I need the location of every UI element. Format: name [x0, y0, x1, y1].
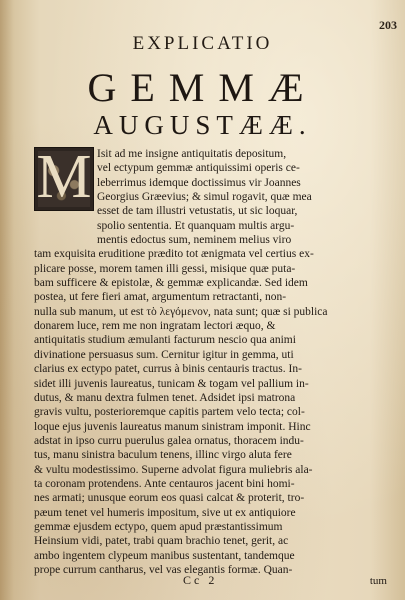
text-line: pæum tenet vel humeris impositum, sive ut ex antiquiore [34, 506, 296, 519]
body-text [34, 147, 389, 577]
text-line: Georgius Græevius; & simul rogavit, quæ mea [97, 191, 312, 204]
text-line: sidet illi juvenis laureatus, tunicam & togam vel pallium in- [34, 377, 309, 390]
text-line: postea, ut fere fieri amat, argumentum retractanti, non- [34, 291, 287, 304]
text-line: Heinsium vidi, patet, trabi quam brachio tenet, gerit, ac [34, 535, 289, 548]
drop-cap-letter: M [36, 143, 92, 211]
text-line: clarius ex ectypo patet, currus à binis centauris tractus. In- [34, 363, 302, 376]
text-line: nulla sub manum, ut est τὸ λεγόμενον, nata sunt; quæ si publica [34, 305, 328, 318]
text-line: donarem luce, rem me non ingratam lectori æquo, & [34, 320, 276, 333]
page-footer [0, 573, 405, 595]
text-line: ambo ingentem clypeum manibus sustentant, tandemque [34, 549, 295, 562]
text-line: gemmæ ejusdem ectypo, quem apud præstantissimum [34, 520, 283, 533]
page-number: 203 [379, 18, 397, 32]
running-title: EXPLICATIO [132, 33, 273, 54]
title-line-1: GEMMÆ [87, 65, 318, 110]
text-line: adstat in ipso curru puerulus galea ornatus, thoracem indu- [34, 434, 304, 447]
text-line: esset de tam illustri vetustatis, ut sic loquar, [97, 205, 298, 218]
text-line: dutus, & manu dextra fulmen tenet. Adsidet ipsi matrona [34, 391, 296, 404]
signature-mark: Cc 2 [183, 573, 218, 587]
text-line: bam sufficere & epistolæ, & gemmæ explicandæ. Sed idem [34, 277, 308, 290]
title-line-2: AUGUSTÆÆ. [93, 110, 312, 140]
text-line: plicare posse, morem tamen illi gessi, misique quæ puta- [34, 262, 296, 275]
text-line: antiquitatis studium æmulanti facturum nescio qua animi [34, 334, 296, 347]
text-line: gravis vultu, posterioremque capitis partem velo tecta; col- [34, 406, 305, 419]
text-line: nes armati; unusque eorum eos quasi calcat & proterit, tro- [34, 492, 305, 505]
text-line: spolio sententia. Et quanquam multis argu- [97, 219, 295, 232]
text-line: vel ectypum gemmæ antiquissimi operis ce- [97, 162, 300, 175]
text-line: & vultu modestissimo. Superne advolat figura muliebris ala- [34, 463, 313, 476]
text-line: ta coronam protendens. Ante centauros jacent bini homi- [34, 477, 295, 490]
text-line: loque ejus juvenis laureatus manum sinistram imponit. Hinc [34, 420, 311, 433]
text-line: divinatione persuasus sum. Cernitur igitur in gemma, uti [34, 348, 294, 361]
catchword: tum [369, 575, 387, 587]
text-line: Isit ad me insigne antiquitatis depositum, [97, 148, 287, 160]
text-line: tam exquisita eruditione prædito tot ænigmata vel certius ex- [34, 248, 314, 261]
text-line: leberrimus idemque doctissimus vir Joannes [97, 176, 301, 189]
text-line: tus, manu sinistra baculum tenens, illinc virgo aluta fere [34, 449, 292, 462]
text-line: mentis edoctus sum, neminem melius viro [97, 234, 292, 247]
text-line: prope currum cantharus, vel vas elegantis formæ. Quan- [34, 563, 293, 576]
